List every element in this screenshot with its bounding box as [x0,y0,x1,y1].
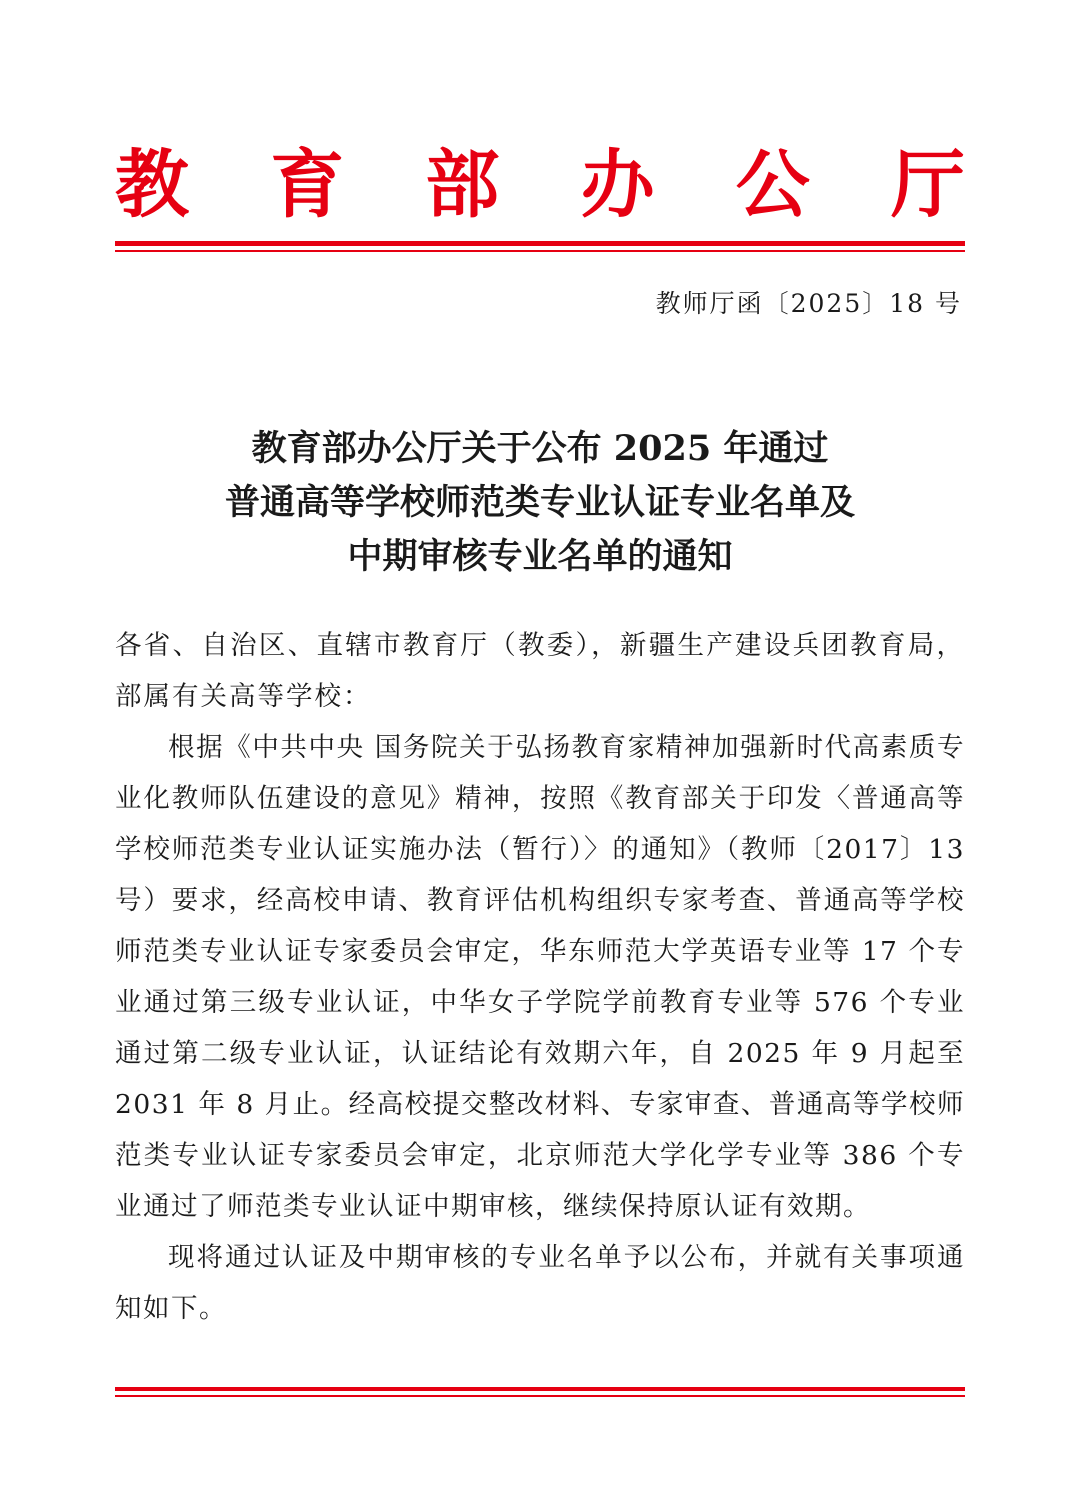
masthead-divider-thin [115,250,965,252]
document-title [115,422,965,584]
footer-divider-thin [115,1395,965,1397]
document-number: 教师厅函〔2025〕18 号 [655,289,962,318]
masthead-char: 育 [270,142,345,228]
body-paragraph: 现将通过认证及中期审核的专业名单予以公布，并就有关事项通知如下。 [115,1242,965,1324]
masthead-char: 厅 [890,142,965,228]
masthead-char: 公 [735,142,810,228]
masthead-char: 教 [115,142,189,228]
document-body [115,620,965,1334]
title-line: 教育部办公厅关于公布 2025 年通过 [251,428,829,469]
salutation: 各省、自治区、直辖市教育厅（教委），新疆生产建设兵团教育局，部属有关高等学校： [115,630,965,712]
masthead-divider-thick [115,241,965,246]
title-line: 普通高等学校师范类专业认证专业名单及 [224,482,855,523]
footer-divider-thick [115,1387,965,1391]
title-line: 中期审核专业名单的通知 [347,536,733,577]
masthead-char: 办 [580,142,655,228]
masthead-issuer [115,140,965,230]
body-paragraph: 根据《中共中央 国务院关于弘扬教育家精神加强新时代高素质专业化教师队伍建设的意见》精神，按照《教育部关于印发〈普通高等学校师范类专业认证实施办法（暂行）〉的通知》（教师〔2017〕13 号）要求，经高校申请、教育评估机构组织专家考查、普通高等学校师范类专业认证专家委员会审定，华东师范大学英语专业等 17 个专业通过第三级专业认证，中华女子学院学前教育专业等 576 个专业通过第二级专业认证，认证结论有效期六年，自 2025 年 9 月起至 2031 年 8 月止。经高校提交整改材料、专家审查、普通高等学校师范类专业认证专家委员会审定，北京师范大学化学专业等 386 个专业通过了师范类专业认证中期审核，继续保持原认证有效期。 [115,732,965,1222]
masthead-char: 部 [425,142,500,228]
